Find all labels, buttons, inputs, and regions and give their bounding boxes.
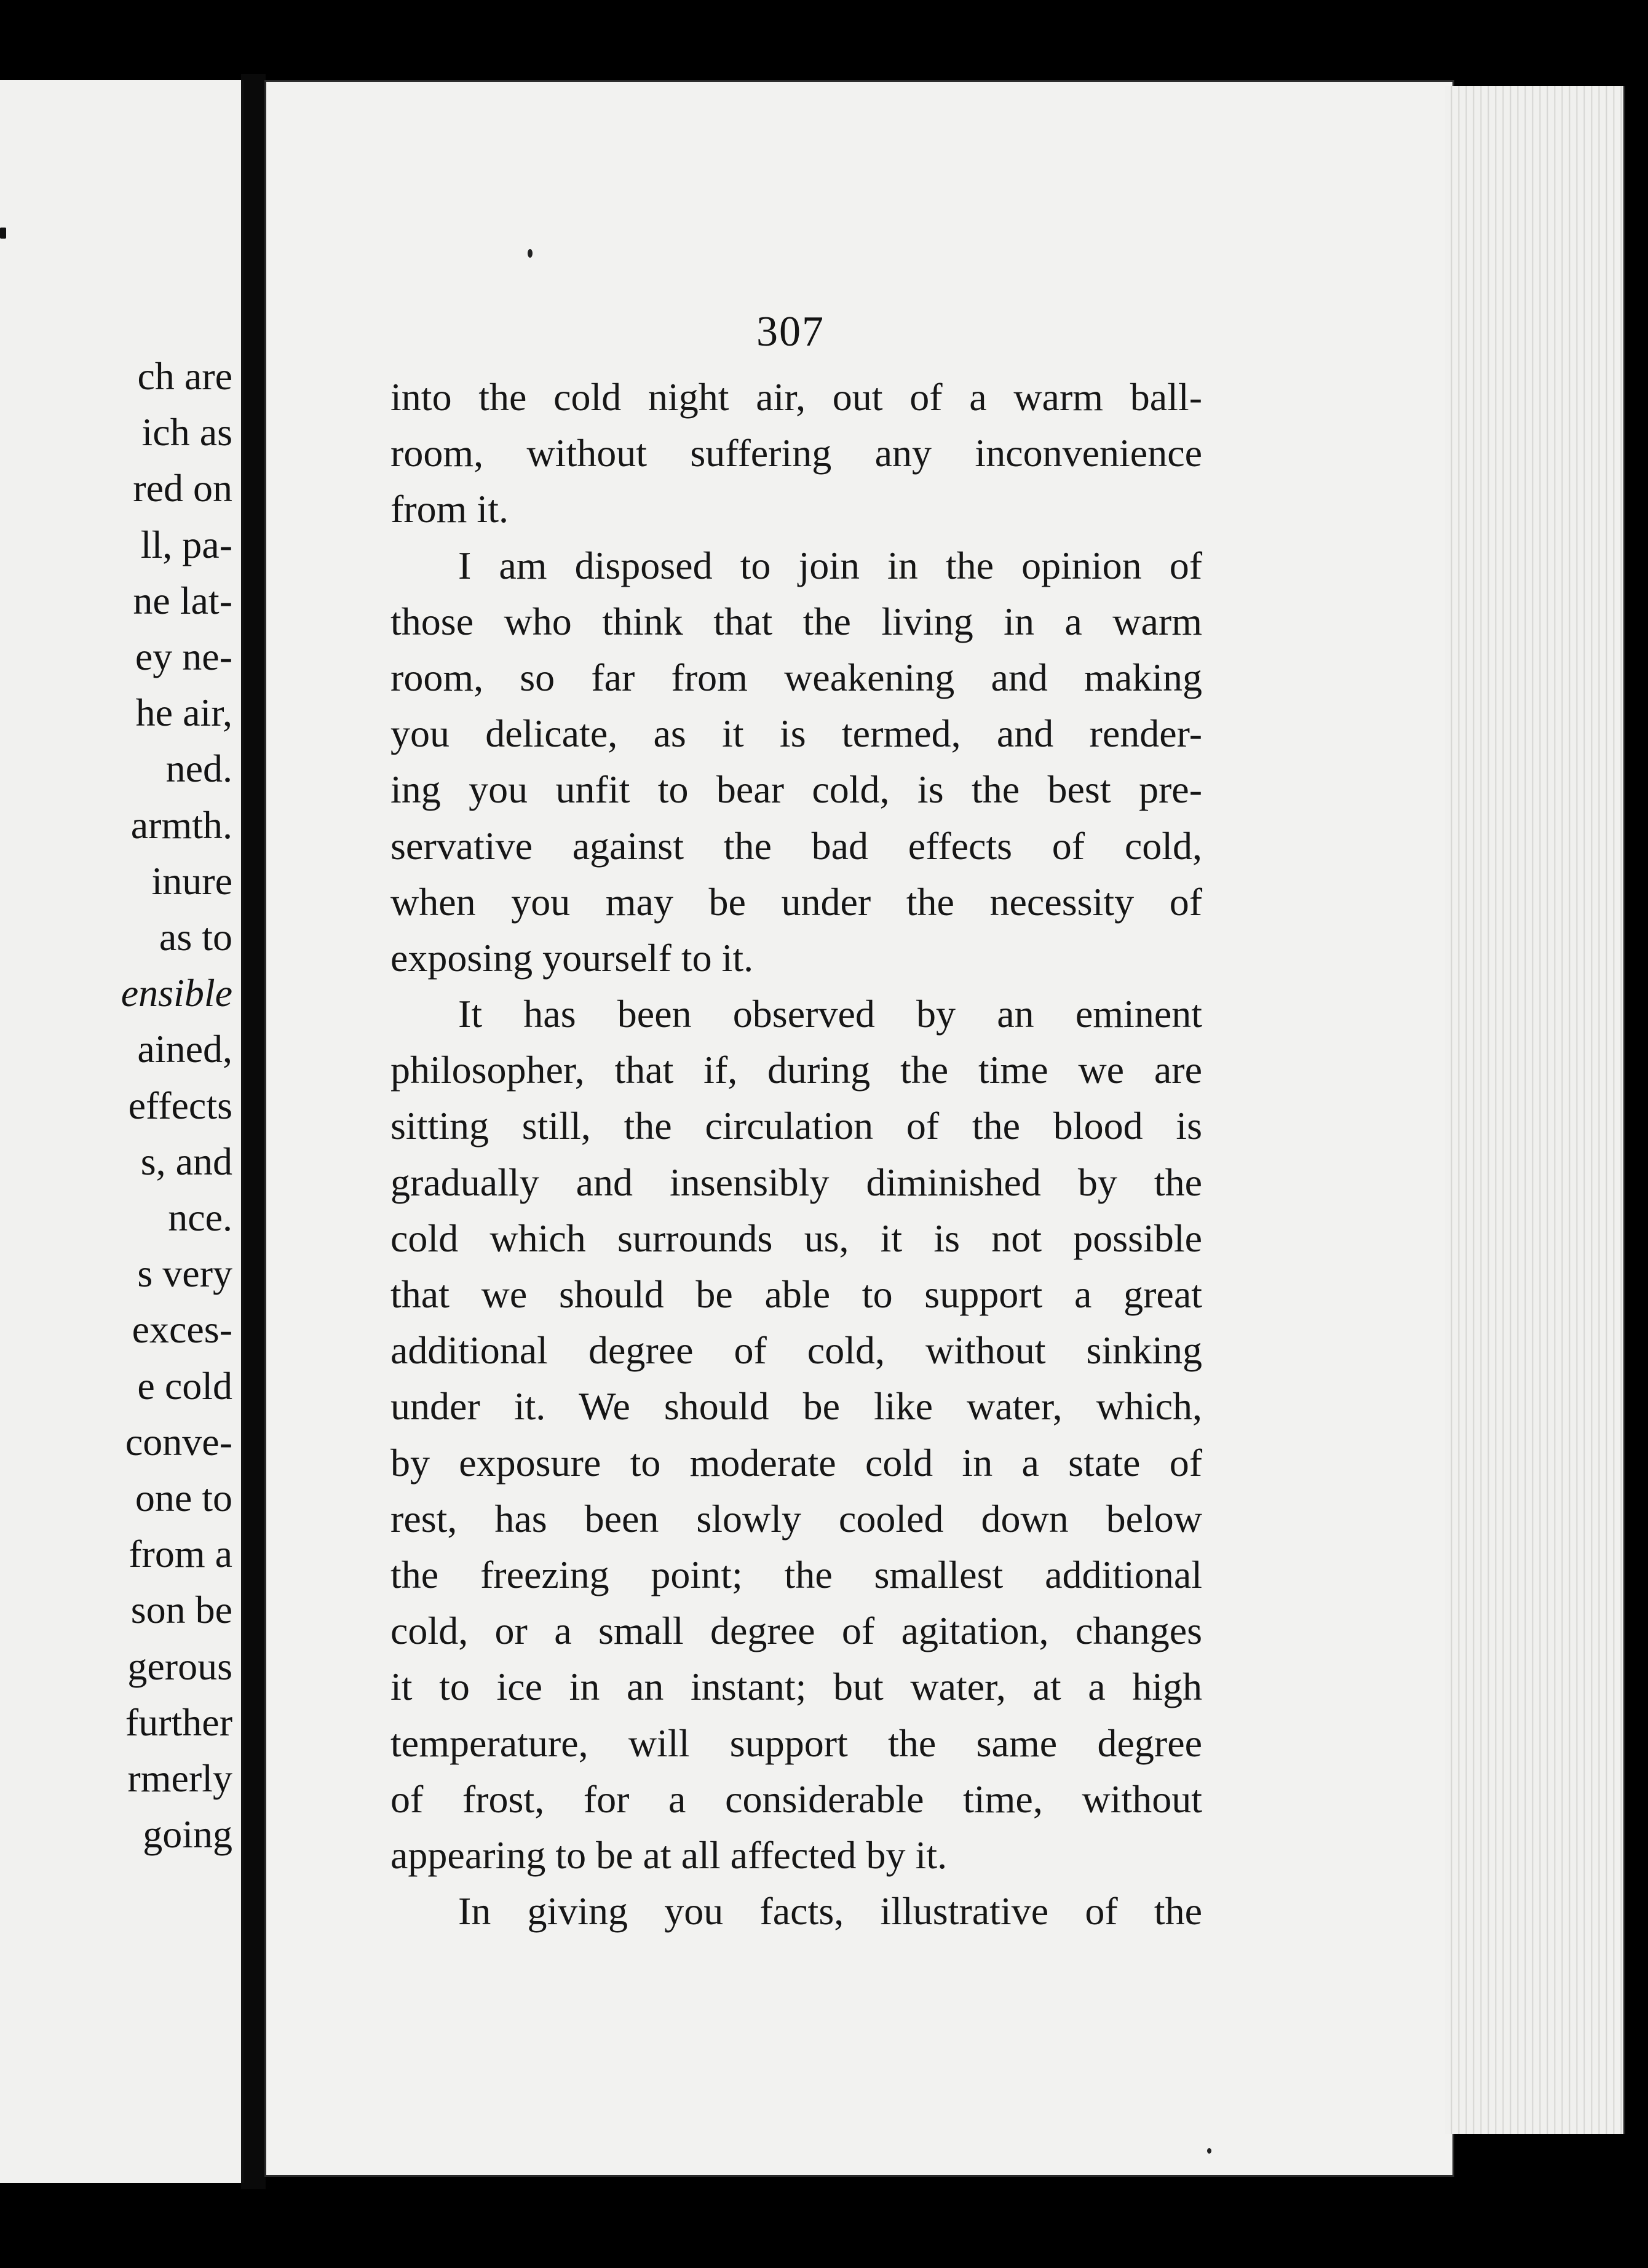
left-page-line: ich as [141, 410, 232, 454]
left-page-line: one to [135, 1476, 232, 1520]
left-page-line: ne lat- [133, 578, 232, 622]
text-line: room, so far from weakening and making [390, 655, 1202, 699]
left-page-line: effects [128, 1083, 232, 1127]
left-page-line: further [125, 1700, 232, 1744]
text-line: it to ice in an instant; but water, at a high [390, 1665, 1202, 1709]
page-body-text [390, 369, 1202, 1939]
text-line: cold which surrounds us, it is not possible [390, 1216, 1202, 1260]
text-line: those who think that the living in a warm [390, 599, 1202, 643]
text-line: into the cold night air, out of a warm ball- [390, 375, 1202, 419]
left-page-line: he air, [135, 691, 232, 735]
text-line: It has been observed by an eminent [458, 992, 1202, 1036]
text-line: from it. [390, 487, 509, 531]
text-line: you delicate, as it is termed, and render- [390, 712, 1202, 756]
left-page-line: from a [129, 1532, 232, 1576]
text-line: servative against the bad effects of cold, [390, 823, 1202, 868]
page-number: 307 [756, 308, 825, 355]
text-line: under it. We should be like water, which, [390, 1384, 1202, 1429]
text-line: when you may be under the necessity of [390, 879, 1202, 924]
left-page-line: ained, [137, 1027, 232, 1071]
left-page-line: s very [137, 1251, 232, 1296]
ink-speck [528, 249, 533, 258]
left-page-line: e cold [137, 1363, 232, 1408]
text-line: In giving you facts, illustrative of the [458, 1889, 1202, 1933]
text-line: gradually and insensibly diminished by the [390, 1160, 1202, 1204]
left-page-line: gerous [127, 1644, 232, 1688]
left-page-line: exces- [132, 1307, 232, 1352]
text-line: I am disposed to join in the opinion of [458, 543, 1202, 587]
left-page-line: ensible [121, 971, 232, 1015]
ink-speck [1207, 2148, 1211, 2154]
text-line: of frost, for a considerable time, without [390, 1777, 1202, 1821]
text-line: room, without suffering any inconvenience [390, 431, 1202, 475]
left-page-line: red on [133, 466, 232, 510]
text-line: by exposure to moderate cold in a state of [390, 1440, 1202, 1485]
text-line: that we should be able to support a great [390, 1272, 1202, 1316]
left-page-line: ll, pa- [140, 522, 232, 566]
text-line: additional degree of cold, without sinking [390, 1328, 1202, 1373]
text-line: temperature, will support the same degree [390, 1721, 1202, 1765]
left-page-line: s, and [140, 1139, 232, 1183]
left-page-line: going [143, 1812, 232, 1857]
text-line: cold, or a small degree of agitation, changes [390, 1609, 1202, 1653]
text-line: sitting still, the circulation of the blood is [390, 1104, 1202, 1148]
text-line: appearing to be at all affected by it. [390, 1833, 948, 1877]
text-line: exposing yourself to it. [390, 935, 754, 980]
left-page-line: ch are [137, 354, 232, 398]
left-page-line: son be [130, 1588, 232, 1632]
page-edges [1445, 86, 1625, 2134]
left-page-line: armth. [130, 803, 232, 847]
text-line: philosopher, that if, during the time we are [390, 1048, 1202, 1092]
text-line: ing you unfit to bear cold, is the best pre- [390, 767, 1202, 812]
left-page-line: as to [159, 915, 232, 959]
left-page-mark [0, 228, 6, 239]
left-page [0, 80, 244, 2183]
left-page-line: rmerly [127, 1756, 232, 1800]
book-spine-gutter [241, 74, 266, 2189]
text-line: the freezing point; the smallest additional [390, 1552, 1202, 1596]
left-page-line: inure [151, 858, 232, 903]
left-page-line: nce. [168, 1195, 232, 1239]
left-page-line: ey ne- [135, 635, 232, 678]
text-line: rest, has been slowly cooled down below [390, 1496, 1202, 1540]
left-page-line: ned. [165, 747, 232, 791]
left-page-line: conve- [125, 1419, 232, 1464]
